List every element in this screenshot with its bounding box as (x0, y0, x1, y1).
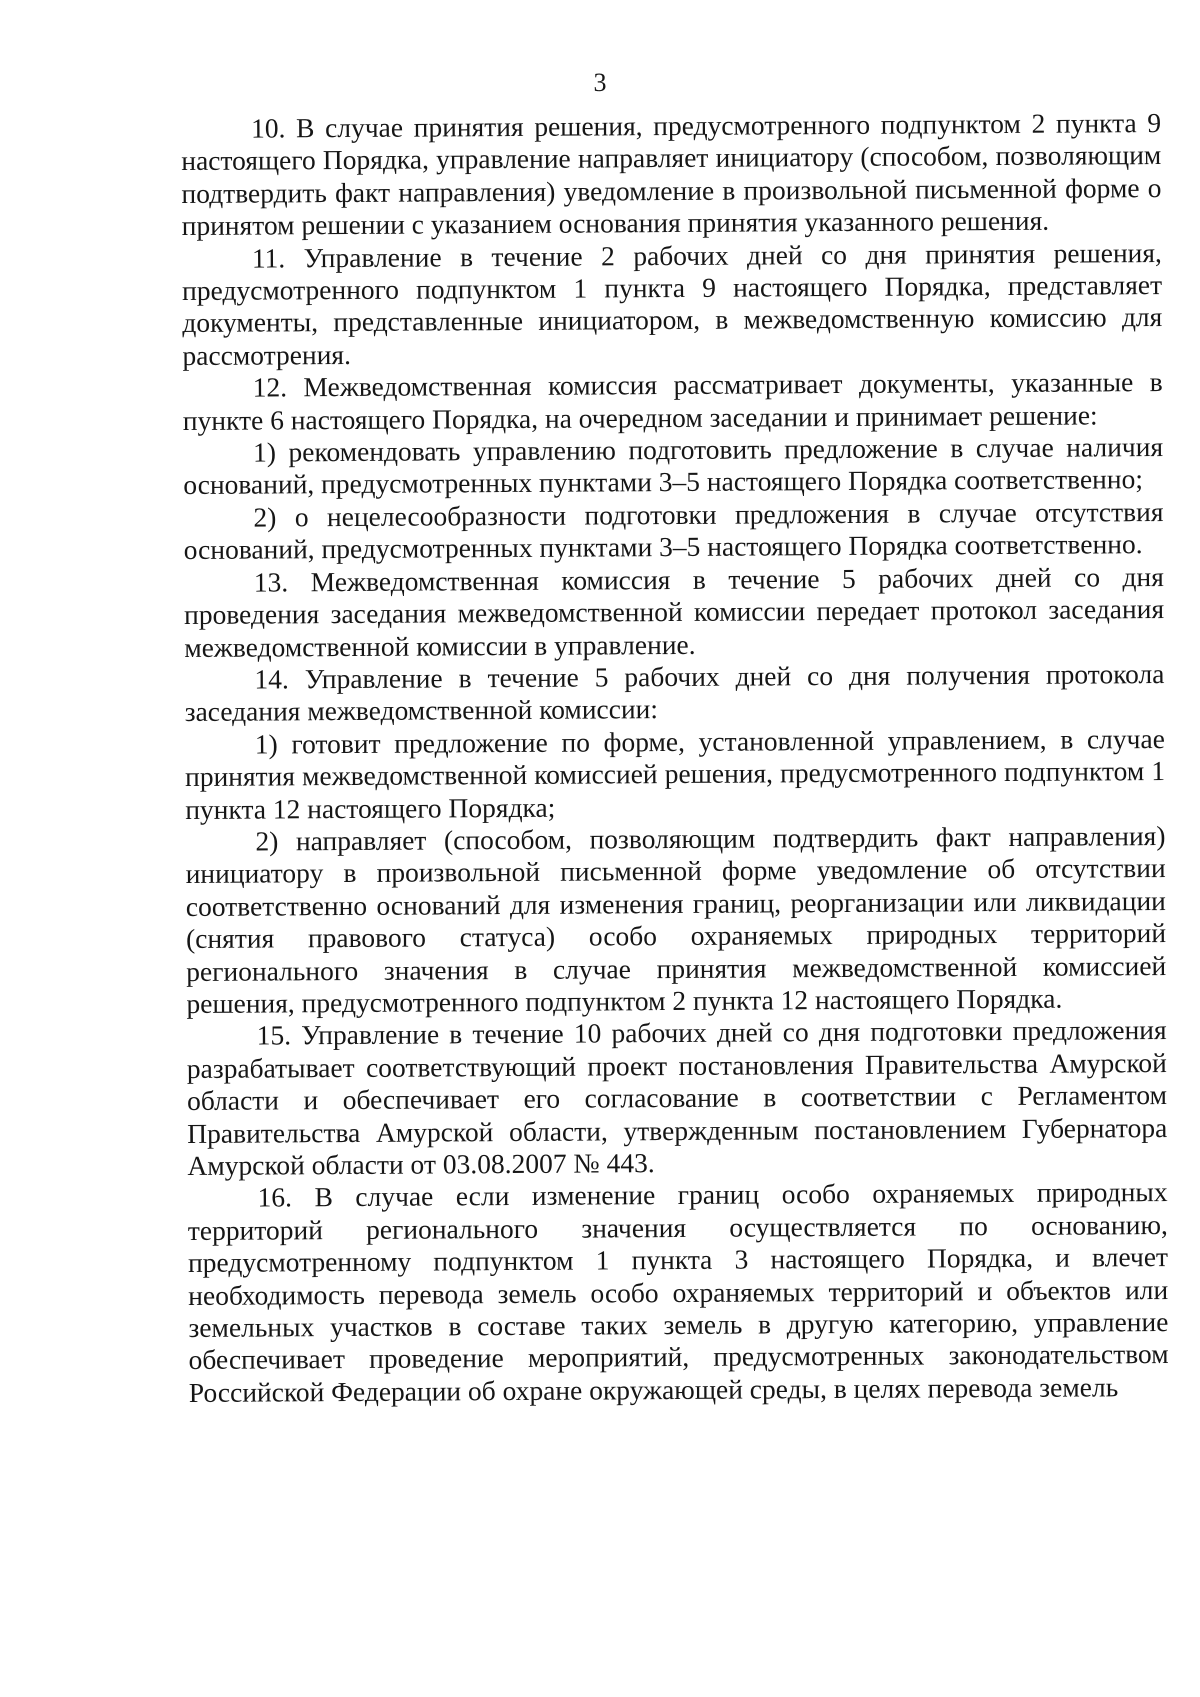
paragraph-14-item-1: 1) готовит предложение по форме, установленной управлением, в случае принятия межведомственной комиссией решения, предусмотренного подпунктом 1 пункта 12 настоящего Порядка; (184, 722, 1166, 825)
paragraph-12: 12. Межведомственная комиссия рассматривает документы, указанные в пункте 6 настоящего Порядка, на очередном заседании и принимает решение: (182, 366, 1163, 436)
paragraph-11: 11. Управление в течение 2 рабочих дней со дня принятия решения, предусмотренного подпунктом 1 пункта 9 настоящего Порядка, представляет документы, представленные инициатором, в межведомственную комиссию для рассмотрения. (181, 236, 1163, 371)
paragraph-12-item-2: 2) о нецелесообразности подготовки предложения в случае отсутствия оснований, предусмотренных пунктами 3–5 настоящего Порядка соответственно. (183, 495, 1164, 566)
paragraph-12-item-1: 1) рекомендовать управлению подготовить предложение в случае наличия оснований, предусмотренных пунктами 3–5 настоящего Порядка соответственно; (183, 431, 1164, 501)
paragraph-13: 13. Межведомственная комиссия в течение 5 рабочих дней со дня проведения заседания межведомственной комиссии передает протокол заседания межведомственной комиссии в управление. (183, 560, 1165, 663)
paragraph-10: 10. В случае принятия решения, предусмотренного подпунктом 2 пункта 9 настоящего Порядка, управление направляет инициатору (способом, позволяющим подтвердить факт направления) уведомление в произвольной письменной форме о принятом решении с указанием основания принятия указанного решения. (181, 107, 1162, 242)
page-number: 3 (593, 68, 607, 97)
paragraph-14: 14. Управление в течение 5 рабочих дней со дня получения протокола заседания межведомственной комиссии: (184, 657, 1165, 728)
paragraph-15: 15. Управление в течение 10 рабочих дней со дня подготовки предложения разрабатывает соответствующий проект постановления Правительства Амурской области и обеспечивает его согласование в соответствии с Регламентом Правительства Амурской области, утвержденным постановлением Губернатора Амурской области от 03.08.2007 № 443. (186, 1014, 1168, 1181)
paragraph-16: 16. В случае если изменение границ особо охраняемых природных территорий регионального значения осуществляется по основанию, предусмотренному подпунктом 1 пункта 3 настоящего Порядка, и влечет необходимость перевода земель особо охраняемых территорий и объектов или земельных участков в составе таких земель в другую категорию, управление обеспечивает проведение мероприятий, предусмотренных законодательством Российской Федерации об охране окружающей среды, в целях перевода земель (187, 1176, 1169, 1408)
paragraph-14-item-2: 2) направляет (способом, позволяющим подтвердить факт направления) инициатору в произвольной письменной форме уведомление об отсутствии соответственно оснований для изменения границ, реорганизации или ликвидации (снятия правового статуса) особо охраняемых природных территорий регионального значения в случае принятия межведомственной комиссией решения, предусмотренного подпунктом 2 пункта 12 настоящего Порядка. (185, 819, 1167, 1019)
document-body (181, 107, 1169, 1409)
